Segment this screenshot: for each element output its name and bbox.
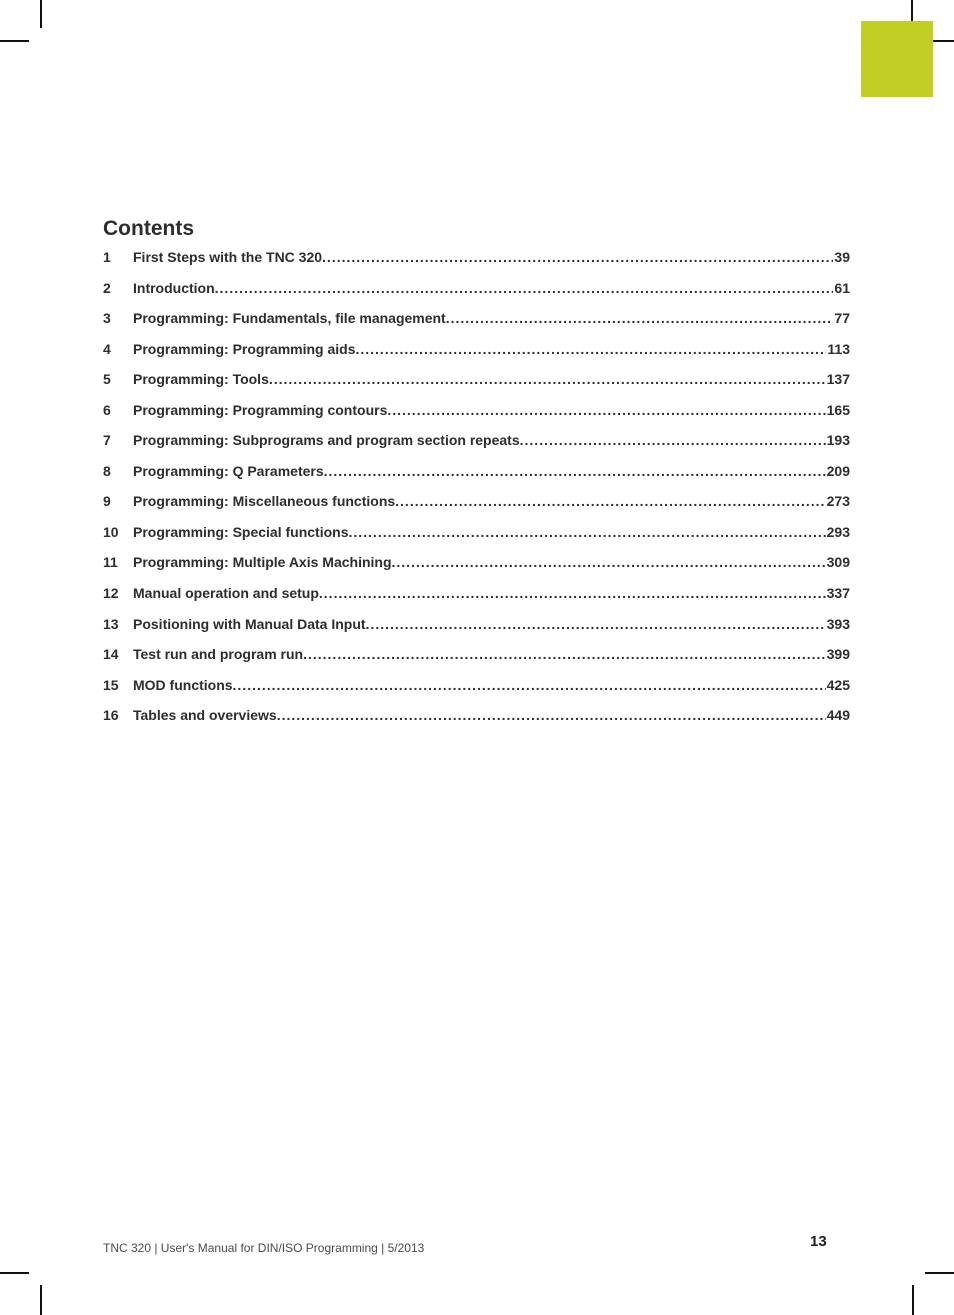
toc-entry-number: 13 xyxy=(103,615,119,632)
toc-entry-page: 137 xyxy=(826,371,850,388)
toc-entry-title: Tables and overviews xyxy=(133,707,277,724)
toc-entry[interactable] xyxy=(103,425,850,456)
toc-entry[interactable] xyxy=(103,517,850,548)
toc-entry[interactable] xyxy=(103,700,850,731)
toc-entry-dot-leader xyxy=(446,303,834,334)
toc-entry-dot-leader xyxy=(322,242,833,273)
toc-entry-title: Programming: Multiple Axis Machining xyxy=(133,554,392,571)
toc-entry-title: Test run and program run xyxy=(133,646,304,663)
toc-entry-page: 309 xyxy=(826,554,850,571)
toc-entry-dot-leader xyxy=(303,639,826,670)
toc-entry-title: Positioning with Manual Data Input xyxy=(133,615,366,632)
toc-entry-title: Programming: Q Parameters xyxy=(133,462,324,479)
toc-entry-dot-leader xyxy=(233,670,826,701)
toc-entry-dot-leader xyxy=(319,578,826,609)
toc-entry-dot-leader xyxy=(348,517,825,548)
crop-mark-bottom-right-vertical xyxy=(912,1285,914,1315)
toc-entry-title: Programming: Fundamentals, file management xyxy=(133,310,446,327)
crop-mark-top-left-vertical xyxy=(40,0,42,28)
toc-entry-page: 113 xyxy=(827,340,850,357)
crop-mark-bottom-right-horizontal xyxy=(925,1272,954,1274)
toc-entry-title: Programming: Programming contours xyxy=(133,401,388,418)
toc-entry[interactable] xyxy=(103,364,850,395)
toc-entry-dot-leader xyxy=(269,364,826,395)
toc-entry[interactable] xyxy=(103,578,850,609)
toc-entry-number: 3 xyxy=(103,310,111,327)
toc-entry-number: 10 xyxy=(103,523,119,540)
toc-entry-dot-leader xyxy=(366,609,826,640)
toc-entry-dot-leader xyxy=(395,486,825,517)
toc-entry-dot-leader xyxy=(520,425,826,456)
toc-entry-page: 165 xyxy=(826,401,850,418)
toc-entry-page: 273 xyxy=(826,493,850,510)
toc-entry-page: 393 xyxy=(826,615,850,632)
toc-entry-title: Introduction xyxy=(133,279,215,296)
toc-entry[interactable] xyxy=(103,486,850,517)
toc-entry-number: 14 xyxy=(103,646,119,663)
toc-entry-dot-leader xyxy=(324,456,826,487)
crop-mark-top-left-horizontal xyxy=(0,40,29,42)
toc-entry[interactable] xyxy=(103,395,850,426)
toc-entry-number: 7 xyxy=(103,432,111,449)
brand-color-square xyxy=(861,21,933,97)
toc-entry-number: 11 xyxy=(103,554,118,571)
crop-mark-bottom-left-vertical xyxy=(40,1285,42,1315)
toc-entry-number: 5 xyxy=(103,371,111,388)
toc-entry-page: 77 xyxy=(834,310,850,327)
toc-entry-page: 293 xyxy=(826,523,850,540)
toc-entry-title: Programming: Subprograms and program section repeats xyxy=(133,432,520,449)
toc-entry-title: Manual operation and setup xyxy=(133,585,319,602)
crop-mark-top-right-horizontal xyxy=(933,40,954,42)
footer-document-info: TNC 320 | User's Manual for DIN/ISO Programming | 5/2013 xyxy=(103,1241,425,1255)
footer-page-number: 13 xyxy=(810,1233,827,1250)
toc-entry-number: 4 xyxy=(103,340,111,357)
toc-entry-number: 16 xyxy=(103,707,119,724)
toc-entry-title: Programming: Special functions xyxy=(133,523,349,540)
toc-entry[interactable] xyxy=(103,670,850,701)
toc-entry-number: 6 xyxy=(103,401,111,418)
toc-entry-title: First Steps with the TNC 320 xyxy=(133,249,323,265)
toc-entry-dot-leader xyxy=(387,395,825,426)
toc-entry-title: Programming: Programming aids xyxy=(133,340,356,357)
toc-entry-number: 9 xyxy=(103,493,111,510)
toc-entry[interactable] xyxy=(103,639,850,670)
toc-entry[interactable] xyxy=(103,242,850,273)
crop-mark-top-right-vertical xyxy=(911,0,913,22)
toc-entry-dot-leader xyxy=(215,273,834,304)
toc-entry-number: 8 xyxy=(103,462,111,479)
toc-entry-page: 449 xyxy=(826,707,850,724)
toc-entry[interactable] xyxy=(103,273,850,304)
contents-heading: Contents xyxy=(103,217,194,241)
toc-entry-number: 2 xyxy=(103,279,111,296)
toc-entry[interactable] xyxy=(103,609,850,640)
toc-entry-page: 193 xyxy=(826,432,850,449)
toc-list xyxy=(103,242,850,731)
toc-entry-dot-leader xyxy=(355,334,826,365)
toc-entry-dot-leader xyxy=(392,547,826,578)
toc-entry-number: 15 xyxy=(103,676,119,693)
toc-entry-page: 399 xyxy=(826,646,850,663)
toc-entry[interactable] xyxy=(103,456,850,487)
toc-entry-page: 425 xyxy=(826,676,850,693)
toc-entry-number: 12 xyxy=(103,585,119,602)
toc-entry[interactable] xyxy=(103,303,850,334)
toc-entry-number: 1 xyxy=(103,249,111,265)
toc-entry-title: MOD functions xyxy=(133,676,233,693)
toc-entry-title: Programming: Tools xyxy=(133,371,269,388)
toc-entry-title: Programming: Miscellaneous functions xyxy=(133,493,396,510)
toc-entry-page: 209 xyxy=(826,462,850,479)
crop-mark-bottom-left-horizontal xyxy=(0,1272,29,1274)
toc-entry[interactable] xyxy=(103,547,850,578)
toc-entry-page: 39 xyxy=(834,249,850,265)
toc-entry-page: 61 xyxy=(834,279,850,296)
toc-entry-page: 337 xyxy=(826,585,850,602)
toc-entry-dot-leader xyxy=(277,700,826,731)
toc-entry[interactable] xyxy=(103,334,850,365)
